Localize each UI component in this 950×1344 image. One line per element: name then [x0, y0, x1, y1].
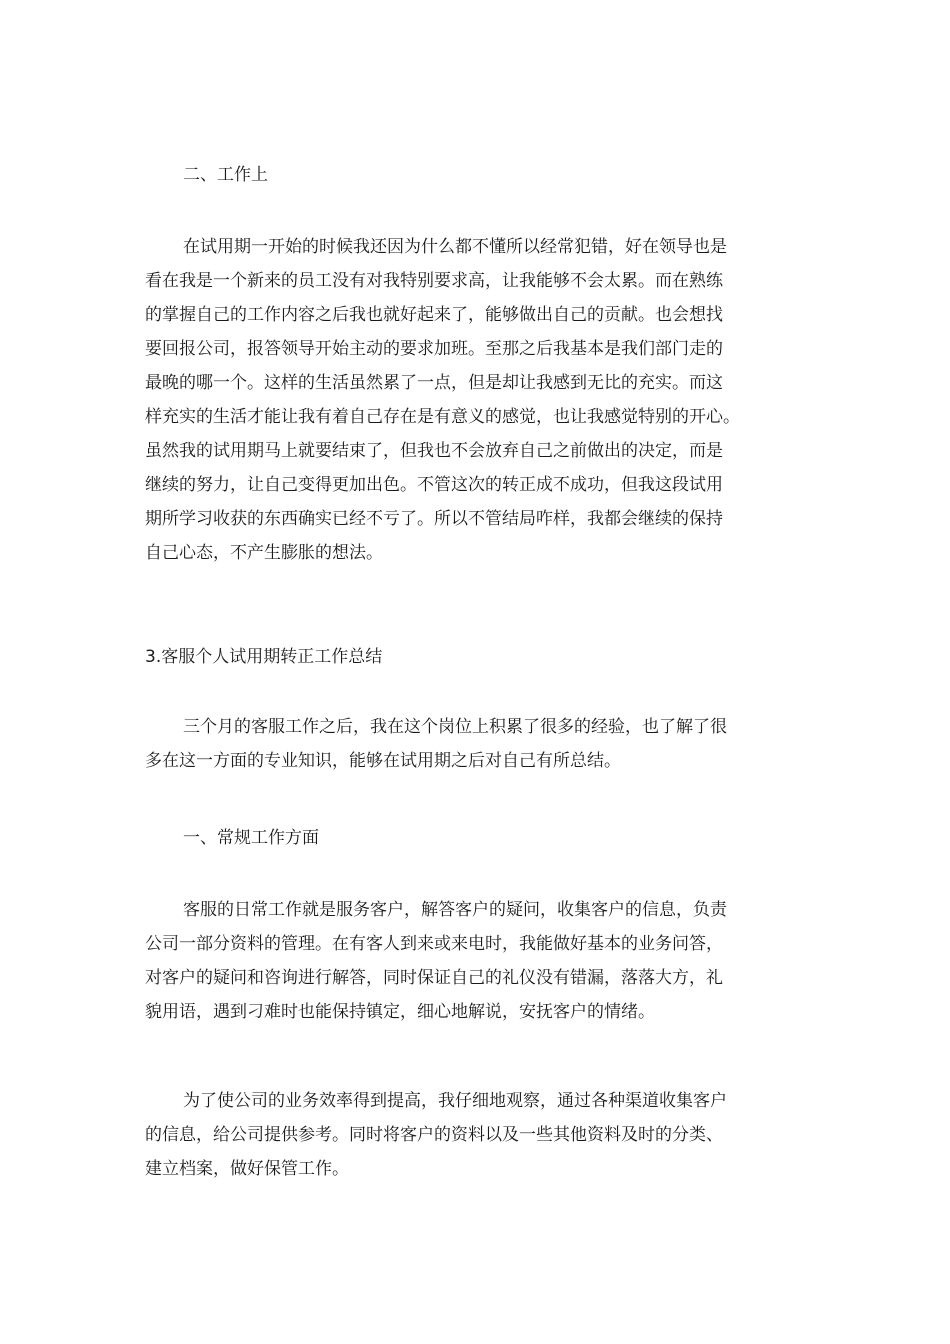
paragraph-line: 自己心态，不产生膨胀的想法。: [145, 543, 383, 563]
paragraph-line: 在试用期一开始的时候我还因为什么都不懂所以经常犯错，好在领导也是: [183, 237, 727, 257]
section-heading-text: 一、常规工作方面: [183, 828, 319, 848]
paragraph-line: 貌用语，遇到刁难时也能保持镇定，细心地解说，安抚客户的情绪。: [145, 1002, 655, 1022]
paragraph-line: 的掌握自己的工作内容之后我也就好起来了，能够做出自己的贡献。也会想找: [145, 305, 723, 325]
paragraph-line: 三个月的客服工作之后，我在这个岗位上积累了很多的经验，也了解了很: [183, 717, 727, 737]
paragraph-line: 为了使公司的业务效率得到提高，我仔细地观察，通过各种渠道收集客户: [183, 1091, 727, 1111]
paragraph-line: 期所学习收获的东西确实已经不亏了。所以不管结局咋样，我都会继续的保持: [145, 509, 723, 529]
paragraph-line: 虽然我的试用期马上就要结束了，但我也不会放弃自己之前做出的决定，而是: [145, 441, 723, 461]
paragraph-line: 要回报公司，报答领导开始主动的要求加班。至那之后我基本是我们部门走的: [145, 339, 723, 359]
paragraph-line: 样充实的生活才能让我有着自己存在是有意义的感觉，也让我感觉特别的开心。: [145, 407, 740, 427]
section-heading-text: 二、工作上: [183, 165, 268, 185]
paragraph-intro: [145, 710, 810, 778]
paragraph-line: 公司一部分资料的管理。在有客人到来或来电时，我能做好基本的业务问答，: [145, 934, 723, 954]
paragraph-work: [145, 230, 810, 570]
paragraph-line: 客服的日常工作就是服务客户，解答客户的疑问，收集客户的信息，负责: [183, 900, 727, 920]
paragraph-line: 对客户的疑问和咨询进行解答，同时保证自己的礼仪没有错漏，落落大方，礼: [145, 968, 723, 988]
paragraph-line: 建立档案，做好保管工作。: [145, 1159, 349, 1179]
paragraph-line: 最晚的哪一个。这样的生活虽然累了一点，但是却让我感到无比的充实。而这: [145, 373, 723, 393]
section-heading-work: [145, 158, 848, 192]
paragraph-line: 多在这一方面的专业知识，能够在试用期之后对自己有所总结。: [145, 751, 621, 771]
paragraph-line: 看在我是一个新来的员工没有对我特别要求高，让我能够不会太累。而在熟练: [145, 271, 723, 291]
article-title-text: 3.客服个人试用期转正工作总结: [145, 647, 383, 667]
paragraph-routine-1: [145, 893, 810, 1029]
section-heading-routine: [145, 821, 848, 855]
paragraph-line: 的信息，给公司提供参考。同时将客户的资料以及一些其他资料及时的分类、: [145, 1125, 723, 1145]
article-title: [145, 640, 810, 674]
paragraph-line: 继续的努力，让自己变得更加出色。不管这次的转正成不成功，但我这段试用: [145, 475, 723, 495]
paragraph-routine-2: [145, 1084, 810, 1186]
